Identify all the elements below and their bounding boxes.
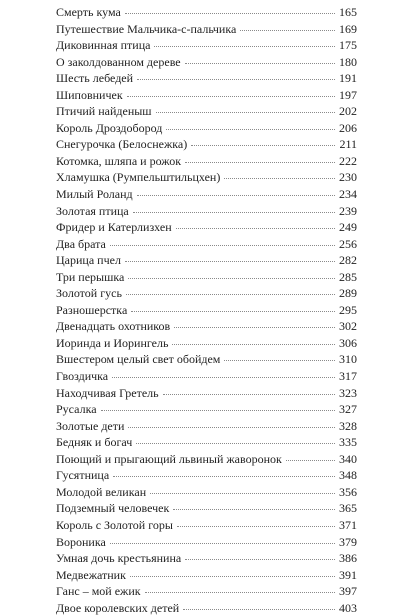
entry-title: Хламушка (Румпельштильцхен) xyxy=(56,170,221,185)
toc-entry[interactable] xyxy=(56,500,357,517)
dot-leader xyxy=(110,540,335,544)
entry-page-number: 256 xyxy=(339,236,357,251)
dot-leader xyxy=(154,43,335,47)
entry-title: Котомка, шляпа и рожок xyxy=(56,153,182,168)
entry-title: Путешествие Мальчика-с-пальчика xyxy=(56,21,237,36)
entry-title: Иоринда и Иорингель xyxy=(56,335,169,350)
entry-page-number: 317 xyxy=(339,369,357,384)
entry-page-number: 356 xyxy=(339,484,357,499)
entry-page-number: 386 xyxy=(339,551,357,566)
entry-title: Гусятница xyxy=(56,468,110,483)
toc-entry[interactable] xyxy=(56,583,357,600)
dot-leader xyxy=(156,109,335,113)
dot-leader xyxy=(176,225,335,229)
dot-leader xyxy=(166,126,335,130)
dot-leader xyxy=(101,407,335,411)
entry-title: Король Дроздобород xyxy=(56,120,163,135)
entry-page-number: 234 xyxy=(339,187,357,202)
entry-title: Шиповничек xyxy=(56,87,123,102)
toc-entry[interactable] xyxy=(56,401,357,418)
toc-entry[interactable] xyxy=(56,302,357,319)
entry-title: Русалка xyxy=(56,402,97,417)
entry-page-number: 282 xyxy=(339,253,357,268)
dot-leader xyxy=(113,473,335,477)
toc-entry[interactable] xyxy=(56,335,357,352)
toc-entry[interactable] xyxy=(56,269,357,286)
toc-entry[interactable] xyxy=(56,87,357,104)
toc-entry[interactable] xyxy=(56,4,357,21)
entry-page-number: 335 xyxy=(339,435,357,450)
toc-entry[interactable] xyxy=(56,467,357,484)
dot-leader xyxy=(224,175,335,179)
toc-entry[interactable] xyxy=(56,285,357,302)
dot-leader xyxy=(185,60,335,64)
entry-page-number: 323 xyxy=(339,385,357,400)
entry-page-number: 397 xyxy=(339,584,357,599)
dot-leader xyxy=(127,93,335,97)
entry-page-number: 175 xyxy=(339,38,357,53)
entry-page-number: 348 xyxy=(339,468,357,483)
entry-page-number: 202 xyxy=(339,104,357,119)
dot-leader xyxy=(110,242,335,246)
dot-leader xyxy=(130,573,335,577)
entry-page-number: 302 xyxy=(339,319,357,334)
entry-title: Король с Золотой горы xyxy=(56,517,173,532)
entry-title: Гвоздичка xyxy=(56,369,109,384)
entry-page-number: 289 xyxy=(339,286,357,301)
toc-entry[interactable] xyxy=(56,484,357,501)
dot-leader xyxy=(112,374,335,378)
toc-entry[interactable] xyxy=(56,153,357,170)
entry-title: Золотая птица xyxy=(56,203,129,218)
entry-page-number: 169 xyxy=(339,21,357,36)
dot-leader xyxy=(131,308,335,312)
dot-leader xyxy=(137,192,335,196)
dot-leader xyxy=(125,258,335,262)
entry-page-number: 365 xyxy=(339,501,357,516)
entry-page-number: 340 xyxy=(339,451,357,466)
toc-entry[interactable] xyxy=(56,219,357,236)
entry-page-number: 295 xyxy=(339,302,357,317)
entry-page-number: 249 xyxy=(339,220,357,235)
entry-title: Смерть кума xyxy=(56,5,121,19)
toc-entry[interactable] xyxy=(56,385,357,402)
entry-title: Умная дочь крестьянина xyxy=(56,551,182,566)
toc-entry[interactable] xyxy=(56,21,357,38)
dot-leader xyxy=(191,142,335,146)
toc-entry[interactable] xyxy=(56,54,357,71)
entry-title: Разношерстка xyxy=(56,302,128,317)
dot-leader xyxy=(185,556,335,560)
entry-title: Снегурочка (Белоснежка) xyxy=(56,137,188,152)
entry-page-number: 222 xyxy=(339,153,357,168)
entry-page-number: 403 xyxy=(339,600,357,615)
entry-title: Три перышка xyxy=(56,269,125,284)
toc-entry[interactable] xyxy=(56,600,357,616)
entry-page-number: 165 xyxy=(339,5,357,19)
toc-entry[interactable] xyxy=(56,318,357,335)
entry-title: Царица пчел xyxy=(56,253,121,268)
entry-page-number: 379 xyxy=(339,534,357,549)
entry-title: Двое королевских детей xyxy=(56,600,180,615)
entry-title: Диковинная птица xyxy=(56,38,151,53)
entry-title: Двенадцать охотников xyxy=(56,319,171,334)
toc-entry[interactable] xyxy=(56,434,357,451)
entry-title: Милый Роланд xyxy=(56,187,133,202)
entry-page-number: 306 xyxy=(339,335,357,350)
dot-leader xyxy=(163,391,335,395)
entry-page-number: 285 xyxy=(339,269,357,284)
entry-title: Вороника xyxy=(56,534,106,549)
dot-leader xyxy=(177,523,335,527)
entry-title: Золотой гусь xyxy=(56,286,122,301)
dot-leader xyxy=(224,357,335,361)
entry-title: Фридер и Катерлизхен xyxy=(56,220,172,235)
dot-leader xyxy=(125,10,335,14)
entry-title: О заколдованном дереве xyxy=(56,54,181,69)
entry-page-number: 328 xyxy=(339,418,357,433)
entry-page-number: 371 xyxy=(339,517,357,532)
dot-leader xyxy=(150,490,335,494)
entry-title: Ганс – мой ежик xyxy=(56,584,141,599)
entry-page-number: 310 xyxy=(339,352,357,367)
dot-leader xyxy=(240,27,335,31)
entry-page-number: 230 xyxy=(339,170,357,185)
toc-entry[interactable] xyxy=(56,418,357,435)
toc-entry[interactable] xyxy=(56,517,357,534)
entry-title: Золотые дети xyxy=(56,418,125,433)
entry-title: Два брата xyxy=(56,236,106,251)
toc-entry[interactable] xyxy=(56,534,357,551)
dot-leader xyxy=(185,159,335,163)
toc-entry[interactable] xyxy=(56,550,357,567)
entry-title: Находчивая Гретель xyxy=(56,385,159,400)
entry-title: Медвежатник xyxy=(56,567,126,582)
dot-leader xyxy=(136,440,335,444)
dot-leader xyxy=(173,506,335,510)
entry-page-number: 206 xyxy=(339,120,357,135)
toc-entry[interactable] xyxy=(56,37,357,54)
toc-entry[interactable] xyxy=(56,351,357,368)
entry-title: Молодой великан xyxy=(56,484,147,499)
entry-title: Вшестером целый свет обойдем xyxy=(56,352,221,367)
entry-page-number: 327 xyxy=(339,402,357,417)
toc-entry[interactable] xyxy=(56,252,357,269)
entry-page-number: 180 xyxy=(339,54,357,69)
dot-leader xyxy=(145,589,335,593)
dot-leader xyxy=(128,424,335,428)
entry-page-number: 191 xyxy=(339,71,357,86)
toc-entry[interactable] xyxy=(56,169,357,186)
toc-entry[interactable] xyxy=(56,136,357,153)
dot-leader xyxy=(286,457,335,461)
dot-leader xyxy=(174,324,335,328)
entry-title: Шесть лебедей xyxy=(56,71,134,86)
toc-entry[interactable] xyxy=(56,567,357,584)
entry-title: Подземный человечек xyxy=(56,501,170,516)
toc-entry[interactable] xyxy=(56,368,357,385)
toc-entry[interactable] xyxy=(56,103,357,120)
dot-leader xyxy=(126,291,335,295)
entry-page-number: 239 xyxy=(339,203,357,218)
entry-title: Птичий найденыш xyxy=(56,104,152,119)
entry-page-number: 391 xyxy=(339,567,357,582)
dot-leader xyxy=(133,209,335,213)
dot-leader xyxy=(128,275,335,279)
toc-entry[interactable] xyxy=(56,186,357,203)
dot-leader xyxy=(183,606,335,610)
toc-entry[interactable] xyxy=(56,236,357,253)
dot-leader xyxy=(137,76,335,80)
entry-page-number: 197 xyxy=(339,87,357,102)
dot-leader xyxy=(172,341,335,345)
entry-page-number: 211 xyxy=(339,137,357,152)
toc-entry[interactable] xyxy=(56,70,357,87)
toc-entry[interactable] xyxy=(56,203,357,220)
entry-title: Поющий и прыгающий львиный жаворонок xyxy=(56,451,282,466)
toc-entry[interactable] xyxy=(56,451,357,468)
toc-entry[interactable] xyxy=(56,120,357,137)
entry-title: Бедняк и богач xyxy=(56,435,133,450)
